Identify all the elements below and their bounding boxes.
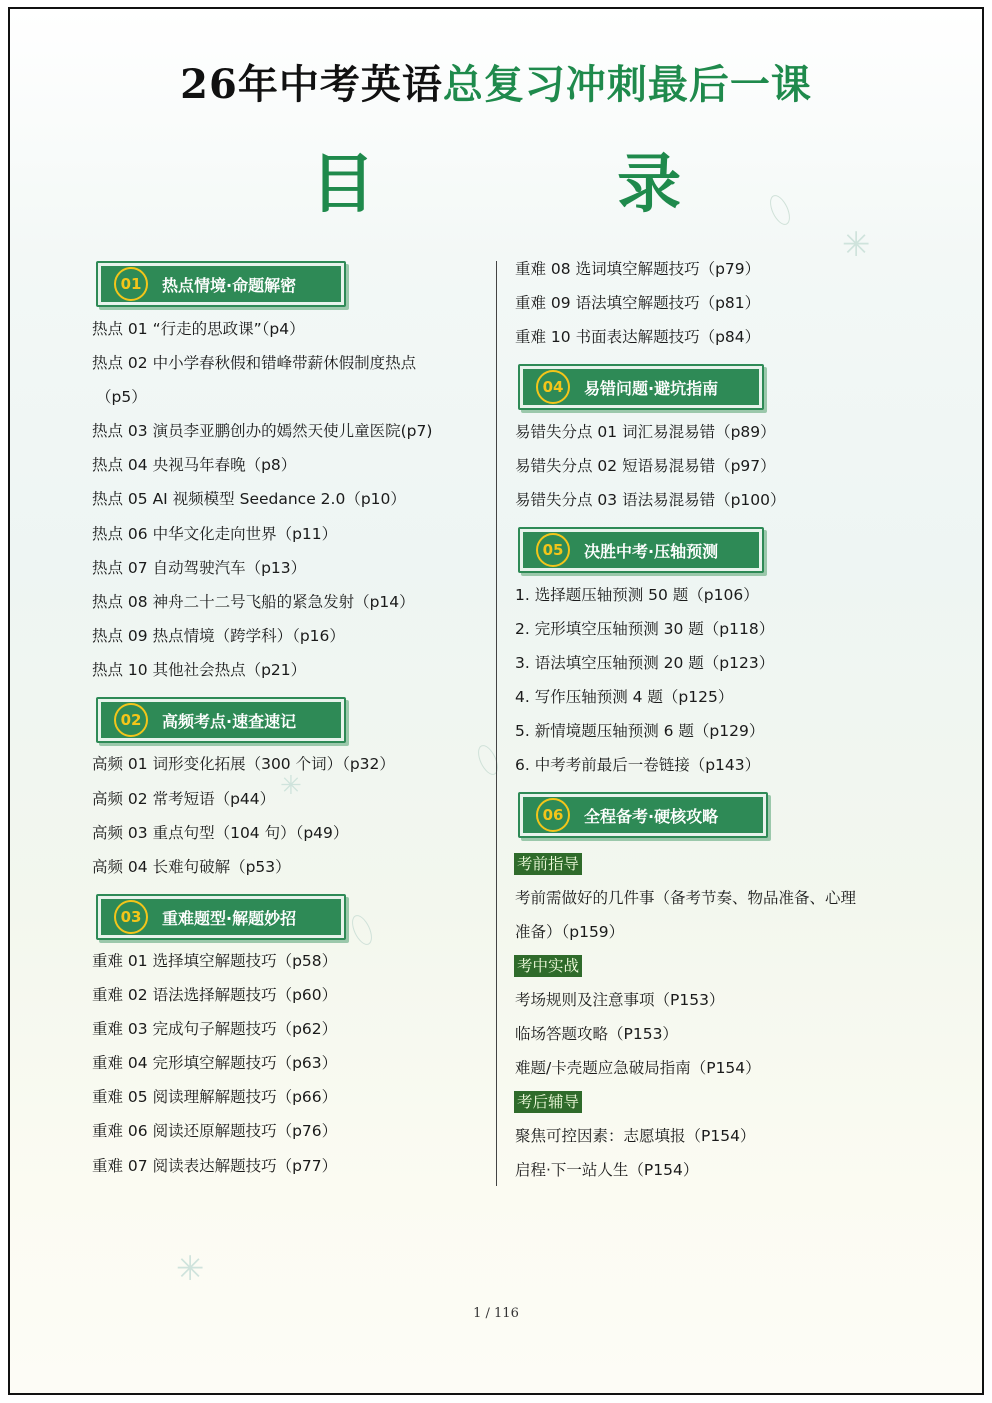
- section-label: 热点情境·命题解密: [162, 275, 297, 295]
- toc-item: 4. 写作压轴预测 4 题（p125）: [515, 688, 734, 706]
- toc-item: 重难 08 选词填空解题技巧（p79）: [515, 260, 761, 278]
- section-number: 03: [114, 900, 148, 934]
- toc-item: 3. 语法填空压轴预测 20 题（p123）: [515, 654, 775, 672]
- toc-item: 高频 03 重点句型（104 句）（p49）: [92, 824, 349, 842]
- toc-item: 高频 02 常考短语（p44）: [92, 790, 276, 808]
- toc-item: 热点 02 中小学春秋假和错峰带薪休假制度热点: [92, 354, 417, 372]
- section-number: 06: [536, 798, 570, 832]
- sparkle-icon: ✳: [842, 225, 871, 265]
- toc-item: （p5）: [96, 388, 147, 406]
- toc-item: 启程·下一站人生（P154）: [515, 1161, 699, 1179]
- toc-item: 6. 中考考前最后一卷链接（p143）: [515, 756, 761, 774]
- toc-item: 易错失分点 02 短语易混易错（p97）: [515, 457, 776, 475]
- section-badge-02: [96, 697, 346, 743]
- section-badge-01: [96, 261, 346, 307]
- toc-item: 准备）（p159）: [515, 923, 625, 941]
- toc-item: 重难 07 阅读表达解题技巧（p77）: [92, 1157, 338, 1175]
- strategy-tag-during: 考中实战: [514, 955, 582, 977]
- section-number: 01: [114, 267, 148, 301]
- toc-item: 热点 03 演员李亚鹏创办的嫣然天使儿童医院(p7): [92, 422, 433, 440]
- section-label: 易错问题·避坑指南: [584, 378, 719, 398]
- toc-item: 热点 06 中华文化走向世界（p11）: [92, 525, 338, 543]
- title-part2: 总复习冲刺最后一课: [442, 61, 812, 108]
- strategy-tag-after: 考后辅导: [514, 1091, 582, 1113]
- section-label: 决胜中考·压轴预测: [584, 541, 719, 561]
- section-badge-06: [518, 792, 768, 838]
- section-label: 高频考点·速查速记: [162, 711, 297, 731]
- toc-item: 易错失分点 03 语法易混易错（p100）: [515, 491, 786, 509]
- page-title: [10, 53, 982, 110]
- toc-item: 重难 03 完成句子解题技巧（p62）: [92, 1020, 338, 1038]
- toc-item: 热点 10 其他社会热点（p21）: [92, 661, 307, 679]
- toc-item: 1. 选择题压轴预测 50 题（p106）: [515, 586, 759, 604]
- toc-item: 重难 01 选择填空解题技巧（p58）: [92, 952, 338, 970]
- toc-item: 高频 04 长难句破解（p53）: [92, 858, 291, 876]
- column-divider: [496, 261, 497, 1186]
- leaf-decoration-icon: [348, 912, 376, 948]
- toc-item: 热点 07 自动驾驶汽车（p13）: [92, 559, 307, 577]
- toc-item: 重难 04 完形填空解题技巧（p63）: [92, 1054, 338, 1072]
- toc-item: 考场规则及注意事项（P153）: [515, 991, 725, 1009]
- section-label: 全程备考·硬核攻略: [584, 806, 719, 826]
- toc-item: 聚焦可控因素：志愿填报（P154）: [515, 1127, 756, 1145]
- section-number: 05: [536, 533, 570, 567]
- toc-item: 高频 01 词形变化拓展（300 个词）（p32）: [92, 755, 395, 773]
- toc-item: 热点 05 AI 视频模型 Seedance 2.0（p10）: [92, 490, 406, 508]
- strategy-tag-before: 考前指导: [514, 853, 582, 875]
- toc-item: 易错失分点 01 词汇易混易错（p89）: [515, 423, 776, 441]
- toc-item: 热点 08 神舟二十二号飞船的紧急发射（p14）: [92, 593, 415, 611]
- toc-item: 热点 01 “行走的思政课”（p4）: [92, 320, 305, 338]
- toc-item: 热点 09 热点情境（跨学科）（p16）: [92, 627, 345, 645]
- toc-heading: 目 录: [310, 148, 792, 222]
- toc-item: 重难 02 语法选择解题技巧（p60）: [92, 986, 338, 1004]
- title-part1: 26年中考英语: [180, 61, 443, 108]
- toc-item: 重难 05 阅读理解解题技巧（p66）: [92, 1088, 338, 1106]
- toc-item: 5. 新情境题压轴预测 6 题（p129）: [515, 722, 765, 740]
- section-number: 04: [536, 370, 570, 404]
- section-badge-05: [518, 527, 764, 573]
- page-number: 1 / 116: [473, 1306, 519, 1321]
- toc-item: 考前需做好的几件事（备考节奏、物品准备、心理: [515, 889, 857, 907]
- toc-item: 难题/卡壳题应急破局指南（P154）: [515, 1059, 761, 1077]
- document-page: [8, 7, 984, 1395]
- toc-item: 重难 06 阅读还原解题技巧（p76）: [92, 1122, 338, 1140]
- toc-item: 2. 完形填空压轴预测 30 题（p118）: [515, 620, 775, 638]
- section-number: 02: [114, 703, 148, 737]
- leaf-decoration-icon: [474, 742, 502, 778]
- section-label: 重难题型·解题妙招: [162, 908, 297, 928]
- toc-item: 重难 10 书面表达解题技巧（p84）: [515, 328, 761, 346]
- toc-item: 热点 04 央视马年春晚（p8）: [92, 456, 297, 474]
- toc-item: 重难 09 语法填空解题技巧（p81）: [515, 294, 761, 312]
- section-badge-04: [518, 364, 764, 410]
- toc-item: 临场答题攻略（P153）: [515, 1025, 678, 1043]
- sparkle-icon: ✳: [280, 771, 302, 801]
- section-badge-03: [96, 894, 346, 940]
- sparkle-icon: ✳: [176, 1249, 205, 1289]
